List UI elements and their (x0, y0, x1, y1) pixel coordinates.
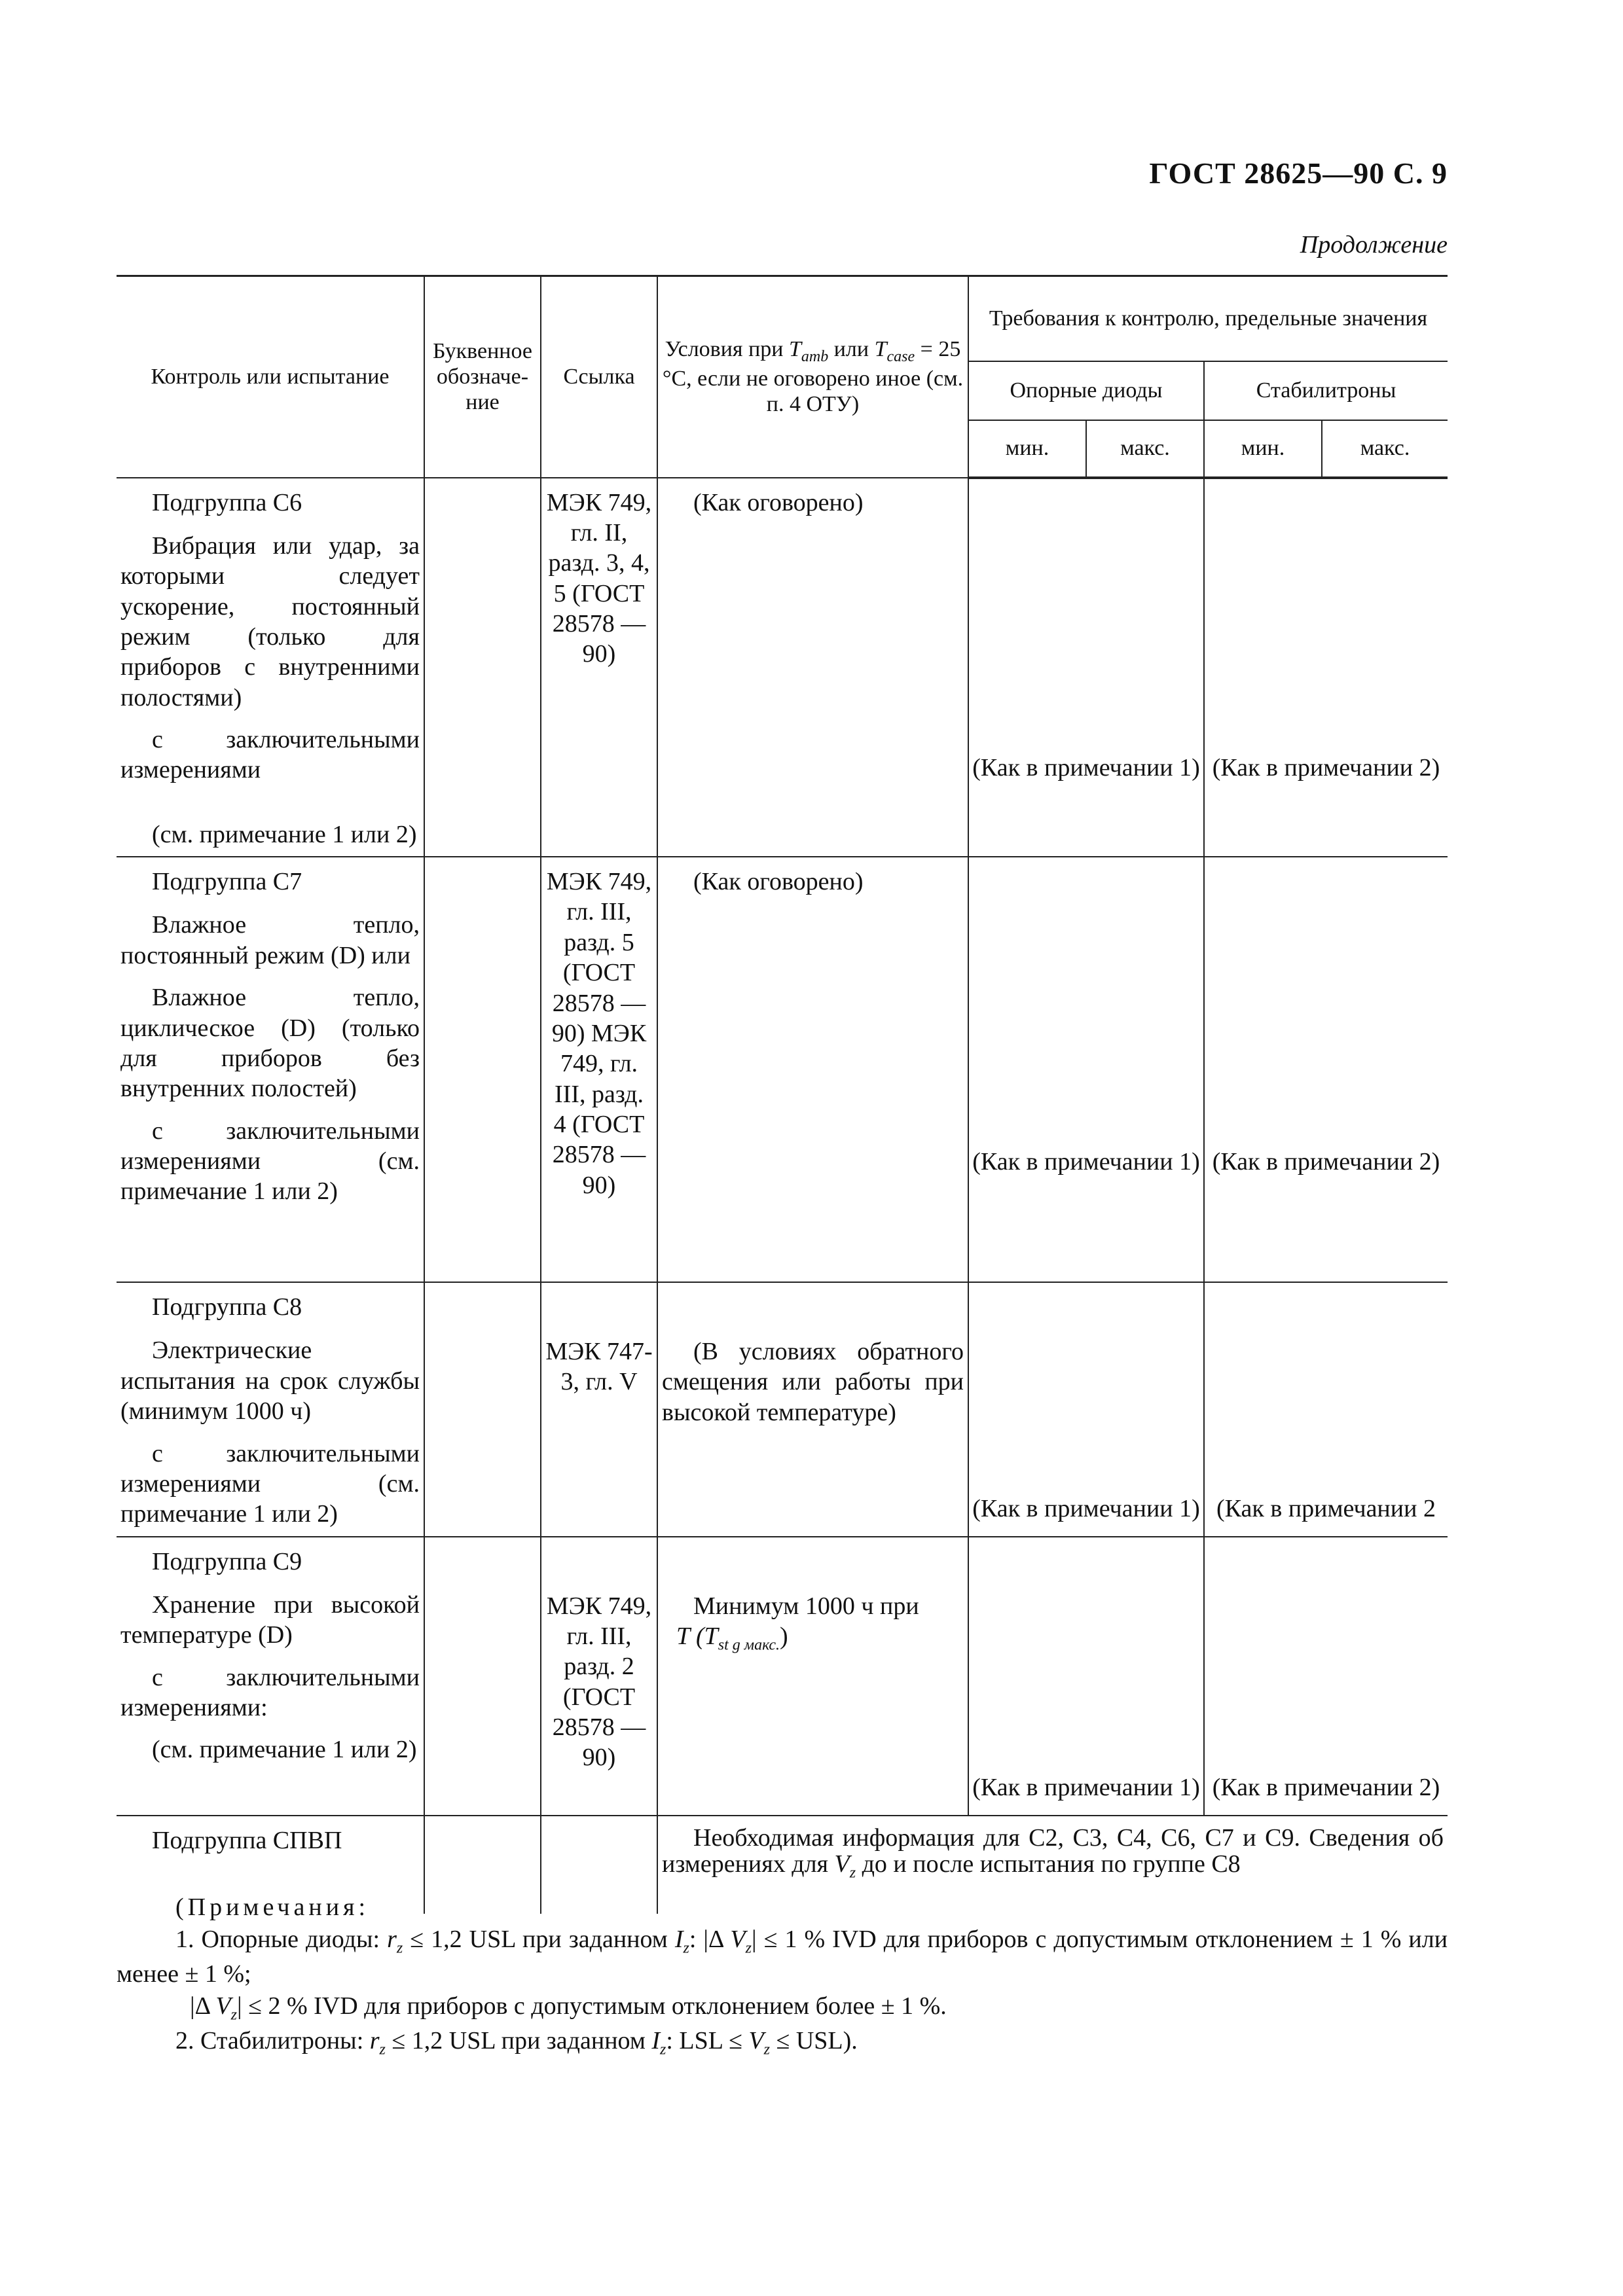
ref-diodes-cell (968, 478, 1204, 857)
ref-diodes-cell (968, 1537, 1204, 1816)
test-cell (117, 1537, 424, 1816)
reference-cell: МЭК 749, гл. III, разд. 2 (ГОСТ 28578 —90) (541, 1537, 657, 1816)
test-cell (117, 478, 424, 857)
zener-value: (Как в примечании 2) (1212, 1147, 1440, 1175)
note-1: 1. Опорные диоды: $r_z \le 1,2$ USL при заданном $I_z$: |Δ $V_z| \le 1$ % IVD для приборов с допустимым отклонением ± 1 % или менее ± 1 %; (117, 1925, 1448, 1988)
table-row (117, 857, 1448, 1282)
reference-cell: МЭК 749, гл. II, разд. 3, 4, 5 (ГОСТ 28578 —90) (541, 478, 657, 857)
header-reference: Ссылка (541, 276, 657, 478)
conditions-cell: (В условиях обратного смещения или работы при высокой температуре) (657, 1282, 968, 1537)
test-description: Вибрация или удар, за которыми следует ускорение, постоянный режим (только для приборов с внутренними полостями) (120, 531, 420, 711)
notes-title: (Примечания: (175, 1893, 370, 1921)
header-requirements: Требования к контролю, предельные значения (968, 276, 1448, 361)
table-header (117, 276, 1448, 478)
test-description: (см. примечание 1 или 2) (152, 820, 417, 848)
note-1-continued: |Δ $V_z| \le 2$ % IVD для приборов с допустимым отклонением более ± 1 %. (190, 1992, 947, 2024)
note-2: 2. Стабилитроны: $r_z \le 1,2$ USL при заданном $I_z$: LSL ≤ $V_z \le USL$). (175, 2026, 858, 2058)
letter-cell (424, 857, 541, 1282)
test-cell (117, 857, 424, 1282)
test-description: Электрические испытания на срок службы (минимум 1000 ч) (120, 1336, 420, 1426)
header-conditions: Условия при $T_{amb}$ или $T_{case} = 25$ °С, если не оговорено иное (см. п. 4 ОТУ) (657, 276, 968, 478)
tests-table (117, 275, 1448, 1914)
test-description: с заключительными измерениями (см. примечание 1 или 2) (120, 1439, 420, 1528)
test-cell (117, 1282, 424, 1537)
header-min: мин. (1204, 420, 1322, 478)
ref-diodes-value: (Как в примечании 1) (972, 1495, 1200, 1523)
ref-diodes-cell (968, 857, 1204, 1282)
test-description: Влажное тепло, циклическое (D) (только для приборов без внутренних полостей) (120, 984, 420, 1103)
subgroup-title: Подгруппа СПВП (152, 1826, 342, 1854)
test-description: Хранение при высокой температуре (D) (120, 1590, 420, 1649)
header-ref-diodes: Опорные диоды (968, 361, 1204, 420)
header-max: макс. (1086, 420, 1204, 478)
table-row (117, 1282, 1448, 1537)
zener-cell (1204, 1537, 1448, 1816)
letter-cell (424, 1282, 541, 1537)
letter-cell (424, 478, 541, 857)
zener-cell (1204, 1282, 1448, 1537)
test-description: с заключительными измерениями (120, 726, 420, 784)
subgroup-title: Подгруппа С9 (152, 1547, 302, 1575)
conditions-cell: (Как оговорено) (657, 478, 968, 857)
ref-diodes-value: (Как в примечании 1) (972, 1147, 1200, 1175)
conditions-cell: Минимум 1000 ч при T $(T_{st g макс.})$ (657, 1537, 968, 1816)
reference-cell: МЭК 747-3, гл. V (541, 1282, 657, 1537)
zener-cell (1204, 478, 1448, 857)
document-reference: ГОСТ 28625—90 С. 9 (1149, 156, 1448, 190)
subgroup-title: Подгруппа С7 (152, 868, 302, 896)
test-description: с заключительными измерениями (см. примечание 1 или 2) (120, 1117, 420, 1206)
test-description: с заключительными измерениями: (120, 1663, 420, 1722)
ref-diodes-value: (Как в примечании 1) (972, 753, 1200, 781)
table-row (117, 1537, 1448, 1816)
zener-value: (Как в примечании 2) (1212, 1774, 1440, 1802)
zener-value: (Как в примечании 2 (1216, 1495, 1436, 1523)
reference-cell: МЭК 749, гл. III, разд. 5 (ГОСТ 28578 —90) МЭК 749, гл. III, разд. 4 (ГОСТ 28578 —90) (541, 857, 657, 1282)
zener-value: (Как в примечании 2) (1212, 753, 1440, 781)
header-test: Контроль или испытание (117, 276, 424, 478)
info-cell: Необходимая информация для С2, С3, С4, С6, С7 и С9. Сведения об измерениях для $V_z$ до и после испытания по группе С8 (657, 1816, 1448, 1914)
header-min: мин. (968, 420, 1086, 478)
notes (117, 1892, 1448, 2060)
subgroup-title: Подгруппа С8 (152, 1293, 302, 1321)
zener-cell (1204, 857, 1448, 1282)
ref-diodes-value: (Как в примечании 1) (972, 1774, 1200, 1802)
subgroup-title: Подгруппа С6 (152, 488, 302, 516)
conditions-cell: (Как оговорено) (657, 857, 968, 1282)
letter-cell (424, 1537, 541, 1816)
header-letter: Буквенное обозначе-ние (424, 276, 541, 478)
ref-diodes-cell (968, 1282, 1204, 1537)
header-max: макс. (1322, 420, 1448, 478)
continuation-label: Продолжение (1300, 231, 1448, 259)
test-description: (см. примечание 1 или 2) (152, 1736, 417, 1764)
table-row (117, 478, 1448, 857)
test-description: Влажное тепло, постоянный режим (D) или (120, 911, 420, 969)
header-zener: Стабилитроны (1204, 361, 1448, 420)
